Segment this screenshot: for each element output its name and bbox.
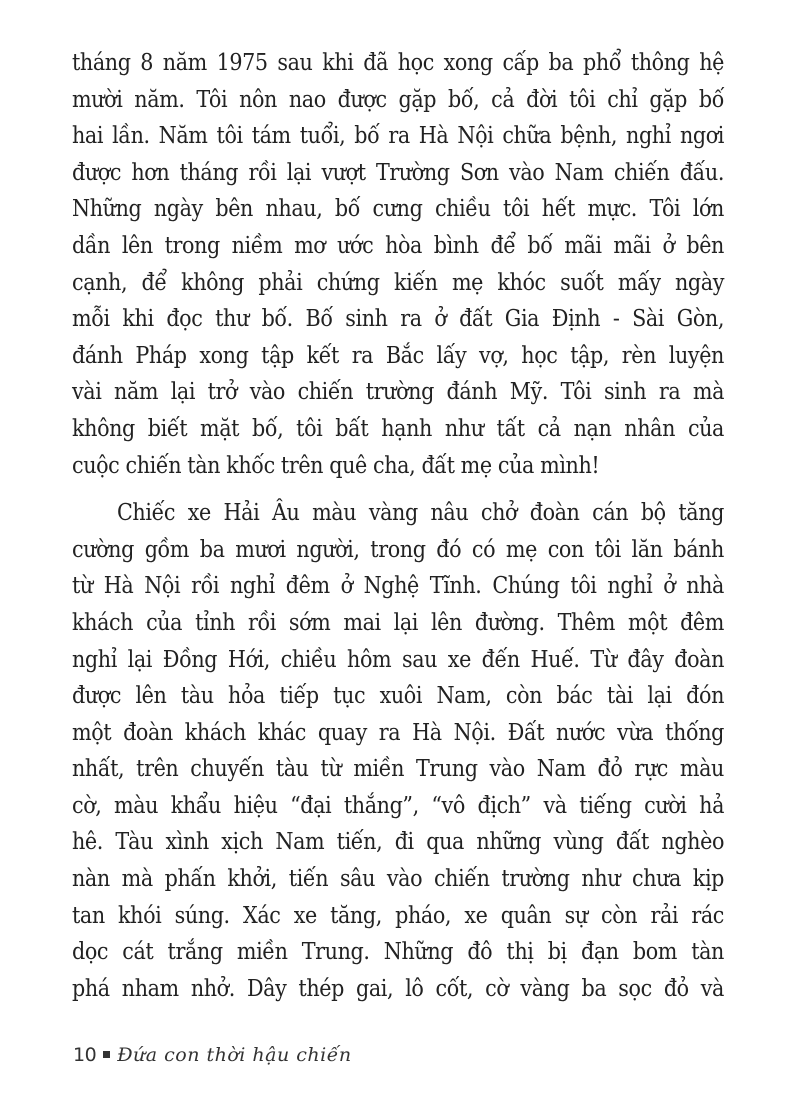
text-line: cuộc chiến tàn khốc trên quê cha, đất mẹ của mình! bbox=[72, 452, 600, 479]
text-line: Chiếc xe Hải Âu màu vàng nâu chở đoàn cán bộ tăng bbox=[117, 500, 724, 527]
text-line: nàn mà phấn khởi, tiến sâu vào chiến trường như chưa kịp bbox=[72, 866, 724, 893]
text-line: tan khói súng. Xác xe tăng, pháo, xe quân sự còn rải rác bbox=[72, 902, 724, 929]
running-title: Đứa con thời hậu chiến bbox=[117, 1044, 352, 1066]
text-line: Những ngày bên nhau, bố cưng chiều tôi hết mực. Tôi lớn bbox=[72, 196, 724, 223]
text-line: tháng 8 năm 1975 sau khi đã học xong cấp ba phổ thông hệ bbox=[72, 50, 724, 76]
text-line: được lên tàu hỏa tiếp tục xuôi Nam, còn bác tài lại đón bbox=[72, 683, 724, 710]
text-line: dọc cát trắng miền Trung. Những đô thị bị đạn bom tàn bbox=[72, 939, 724, 966]
text-line: không biết mặt bố, tôi bất hạnh như tất cả nạn nhân của bbox=[72, 415, 724, 442]
text-line: phá nham nhở. Dây thép gai, lô cốt, cờ vàng ba sọc đỏ và bbox=[72, 975, 724, 1002]
text-line: mỗi khi đọc thư bố. Bố sinh ra ở đất Gia Định - Sài Gòn, bbox=[72, 306, 724, 333]
text-line: nhất, trên chuyến tàu từ miền Trung vào Nam đỏ rực màu bbox=[72, 756, 724, 783]
text-line: từ Hà Nội rồi nghỉ đêm ở Nghệ Tĩnh. Chúng tôi nghỉ ở nhà bbox=[72, 573, 724, 600]
text-line: một đoàn khách khác quay ra Hà Nội. Đất nước vừa thống bbox=[72, 719, 724, 746]
text-line: cờ, màu khẩu hiệu “đại thắng”, “vô địch” và tiếng cười hả bbox=[72, 792, 724, 819]
text-line: hai lần. Năm tôi tám tuổi, bố ra Hà Nội chữa bệnh, nghỉ ngơi bbox=[72, 123, 724, 150]
paragraph-2 bbox=[72, 495, 724, 1007]
text-line: khách của tỉnh rồi sớm mai lại lên đường. Thêm một đêm bbox=[72, 609, 724, 636]
page-number: 10 bbox=[73, 1044, 97, 1066]
text-line: hê. Tàu xình xịch Nam tiến, đi qua những vùng đất nghèo bbox=[72, 829, 724, 856]
paragraph-1 bbox=[72, 45, 724, 484]
page-footer bbox=[73, 1044, 352, 1070]
text-line: nghỉ lại Đồng Hới, chiều hôm sau xe đến Huế. Từ đây đoàn bbox=[72, 646, 724, 673]
text-line: đánh Pháp xong tập kết ra Bắc lấy vợ, học tập, rèn luyện bbox=[72, 342, 724, 369]
text-line: dần lên trong niềm mơ ước hòa bình để bố mãi mãi ở bên bbox=[72, 232, 724, 259]
text-line: cạnh, để không phải chứng kiến mẹ khóc suốt mấy ngày bbox=[72, 269, 724, 296]
text-line: vài năm lại trở vào chiến trường đánh Mỹ. Tôi sinh ra mà bbox=[72, 379, 724, 406]
text-line: được hơn tháng rồi lại vượt Trường Sơn vào Nam chiến đấu. bbox=[72, 159, 724, 186]
book-page-body bbox=[72, 45, 724, 1007]
text-line: cường gồm ba mươi người, trong đó có mẹ con tôi lăn bánh bbox=[72, 536, 724, 563]
square-bullet-icon bbox=[103, 1051, 110, 1058]
text-line: mười năm. Tôi nôn nao được gặp bố, cả đời tôi chỉ gặp bố bbox=[72, 86, 724, 113]
